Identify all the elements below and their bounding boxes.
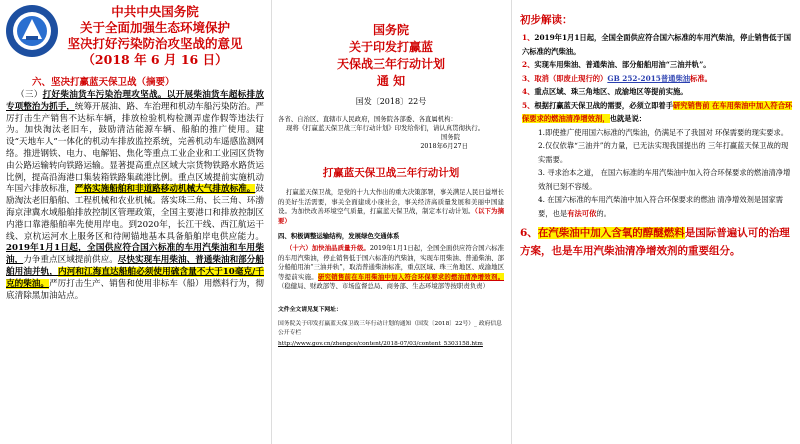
para-lead: 打好柴油货车污染治理攻坚战。以开展柴油货车超标排放专项整治为抓手， bbox=[6, 90, 264, 112]
item-text: 取消（即废止现行的） bbox=[534, 73, 608, 83]
para-text: 2019年1月1日起，全国全面供应符合国六标准的车用汽柴油，停止销售低于国六标准的汽柴油，实现车用柴油、普通柴油、部分船舶用油“三油并轨”，取消普通柴油标准，重点区域、珠三角地区、成渝地区等提前实施。 bbox=[278, 243, 504, 281]
item-text: 的。 bbox=[596, 208, 611, 218]
sub-point-3: 3. 寻求治本之道， 在国六标准的车用汽柴油中加入符合环保要求的燃油清净增效剂已刻不容缓。 bbox=[538, 168, 791, 191]
interpretation-item-6: 6、在汽柴油中加入含氧的醇醚燃料是国际普遍认可的治理 方案，也是车用汽柴油清净增效剂的重要组分。 bbox=[520, 227, 790, 257]
item-highlight: 研究销售前 在车用柴油中加入符合环保要求的燃油清净增效剂， bbox=[522, 100, 793, 123]
issue-date: 2018年6月27日 bbox=[420, 142, 468, 150]
middle-title-line: 国务院 bbox=[372, 23, 409, 37]
middle-title-line: 天保战三年行动计划 bbox=[336, 57, 445, 71]
left-title-line: 坚决打好污染防治攻坚战的意见 bbox=[67, 36, 243, 51]
item-text: 重点区域、珠三角地区、成渝地区等提前实施。 bbox=[534, 87, 688, 96]
interpretation-item-3: 3、取消（即废止现行的）GB 252-2015普通柴油标准。 bbox=[522, 73, 712, 83]
plan-title: 打赢蓝天保卫战三年行动计划 bbox=[322, 167, 460, 179]
footer-link[interactable]: http://www.gov.cn/zhengce/content/2018-07/03/content_5303158.htm bbox=[278, 341, 483, 348]
plan-intro bbox=[278, 188, 504, 226]
para-highlight: 严格实施船舶和非道路移动机械大气排放标准。 bbox=[74, 184, 256, 195]
sub-point-1: 1.即使推广使用国六标准的汽柴油，仍满足不了我国对 环保需要的现实要求。 bbox=[538, 127, 789, 137]
para-text: （稳健局、财政部等、市场监督总局、商务部、生态环境部等按职责负责） bbox=[278, 282, 489, 291]
interpretation-item-2: 2、实现车用柴油、普通柴油、部分船舶用油“三油并轨”。 bbox=[522, 60, 711, 69]
para-text: 力争重点区域提前供应。 bbox=[23, 255, 118, 266]
interpretation-item-4: 4、重点区域、珠三角地区、成渝地区等提前实施。 bbox=[522, 87, 688, 96]
left-title-date: （2018 年 6 月 16 日） bbox=[82, 52, 228, 67]
item-text: 4. 在国六标准的车用汽柴油中加入符合环保要求的燃油 清净增效剂是国家需要，也是 bbox=[538, 195, 784, 218]
doc-number: 国发〔2018〕22号 bbox=[355, 97, 427, 106]
interpretation-item-5: 5、根据打赢蓝天保卫战的需要，必须立即着手研究销售前 在车用柴油中加入符合环保要求的燃油清净增效剂，也就是说： bbox=[522, 100, 793, 123]
sub-point-2: 2.仅仅依靠“三油并”的力量，已无法实现我国提出的 三年打赢蓝天保卫战的现实需要。 bbox=[538, 141, 789, 164]
state-council-emblem-icon bbox=[4, 3, 60, 59]
item-text: 根据打赢蓝天保卫战的需要，必须立即着手 bbox=[534, 100, 674, 110]
item-text: 实现车用柴油、普通柴油、部分船舶用油“三油并轨”。 bbox=[534, 60, 711, 69]
para-highlight: 内河和江海直达船舶必须使用硫含量不大于10毫克/千克的柴油。 bbox=[6, 266, 264, 289]
footer-text: 国务院关于印发打赢蓝天保卫战三年行动计划的通知（国发〔2018〕22号）_ 政府信息公开专栏 bbox=[278, 321, 502, 336]
middle-title bbox=[278, 22, 504, 90]
issuer: 国务院 bbox=[440, 133, 460, 141]
left-title-line: 关于全面加强生态环境保护 bbox=[79, 20, 230, 35]
item-sixteen bbox=[278, 244, 504, 292]
para-emphasis: 尽快实现车用柴油、普通柴油和部分船舶用油并轨， bbox=[6, 255, 264, 277]
item-text: 是国际普遍认可的治理 方案，也是车用汽柴油清净增效剂的重要组分。 bbox=[520, 227, 790, 257]
middle-column bbox=[272, 0, 510, 444]
left-column bbox=[0, 0, 270, 444]
middle-title-line: 通 知 bbox=[376, 74, 406, 88]
item-text: 标准。 bbox=[690, 73, 712, 83]
item-lead: 加快油品质量升级。 bbox=[311, 243, 370, 252]
notice-text: 现将《打赢蓝天保卫战三年行动计划》印发给你们，请认真贯彻执行。 bbox=[286, 124, 485, 132]
item-text: 也就是说： bbox=[609, 114, 647, 123]
para-highlight: 研究销售前在车用柴油中加入符合环保要求的燃油清净增效剂。 bbox=[317, 272, 505, 281]
left-title bbox=[46, 4, 264, 68]
para-emphasis: 2019年1月1日起，全国供应符合国六标准的车用汽柴油和车用柴油， bbox=[6, 243, 264, 266]
right-column bbox=[512, 0, 800, 444]
section-four-heading: 四、积极调整运输结构，发展绿色交通体系 bbox=[278, 232, 400, 241]
para-text: 鼓励淘汰老旧船舶、工程机械和农业机械。落实珠三角、长三角、环渤海京津冀水域船舶排放控制区管理政策，全国主要港口和排放控制区内港口靠港船舶率先使用岸电。到2020年，长江干线、西江航运干线、京杭运河水上服务区和待闸锚地基本具备船舶岸电供应能力。 bbox=[6, 184, 264, 242]
para-tail: （以下为摘要） bbox=[278, 207, 504, 225]
left-paragraph bbox=[6, 90, 264, 302]
para-text: 统筹开展油、路、车治理和机动车船污染防治。严厉打击生产销售不达标车辆，排放检验机构检测弄虚作假等违法行为。加快淘汰老旧车，鼓励清洁能源车辆、船舶的推广使用。建设“天地车人”一体化的机动车排放监控系统，完善机动车遥感监测网络。推进钢铁、电力、电解铝、焦化等重点工业企业和工业园区货物由公路运输转向铁路运输。显著提高重点区域大宗货物铁路水路货运比例，提高沿海港口集装箱铁路集疏港比例。重点区域提前实施机动车国六排放标准， bbox=[6, 101, 265, 195]
interpretation-heading: 初步解读： bbox=[520, 14, 573, 26]
item-highlight: 在汽柴油中加入含氧的醇醚燃料 bbox=[537, 227, 685, 239]
sub-point-4 bbox=[538, 193, 794, 220]
left-title-line: 中共中央国务院 bbox=[111, 4, 199, 19]
interpretation-item-1: 1、2019年1月1日起，全国全面供应符合国六标准的车用汽柴油，停止销售低于国六标准的汽柴油。 bbox=[522, 33, 792, 56]
item-emphasis: 有法可依 bbox=[567, 208, 597, 218]
para-text: 打赢蓝天保卫战，是党的十九大作出的重大决策部署，事关满足人民日益增长的美好生活需要，事关全面建成小康社会，事关经济高质量发展和美丽中国建设。为加快改善环境空气质量，打赢蓝天保卫战，制定本行动计划。 bbox=[278, 188, 504, 216]
para-text: 严厉打击生产、销售和使用非标车（船）用燃料行为，彻底清除黑加油站点。 bbox=[6, 278, 264, 301]
left-section-heading: 六、坚决打赢蓝天保卫战（摘要） bbox=[32, 77, 175, 88]
recipients: 各省、自治区、直辖市人民政府，国务院各部委、各直属机构： bbox=[278, 115, 457, 123]
item-text: 2019年1月1日起，全国全面供应符合国六标准的车用汽柴油，停止销售低于国六标准的汽柴油。 bbox=[522, 33, 792, 56]
para-prefix: （三） bbox=[16, 90, 43, 100]
footer-label: 文件全文请见复下网址： bbox=[278, 306, 342, 313]
standard-code: GB 252-2015普通柴油 bbox=[607, 73, 691, 83]
item-number: （十六） bbox=[286, 243, 312, 252]
middle-title-line: 关于印发打赢蓝 bbox=[348, 40, 433, 54]
